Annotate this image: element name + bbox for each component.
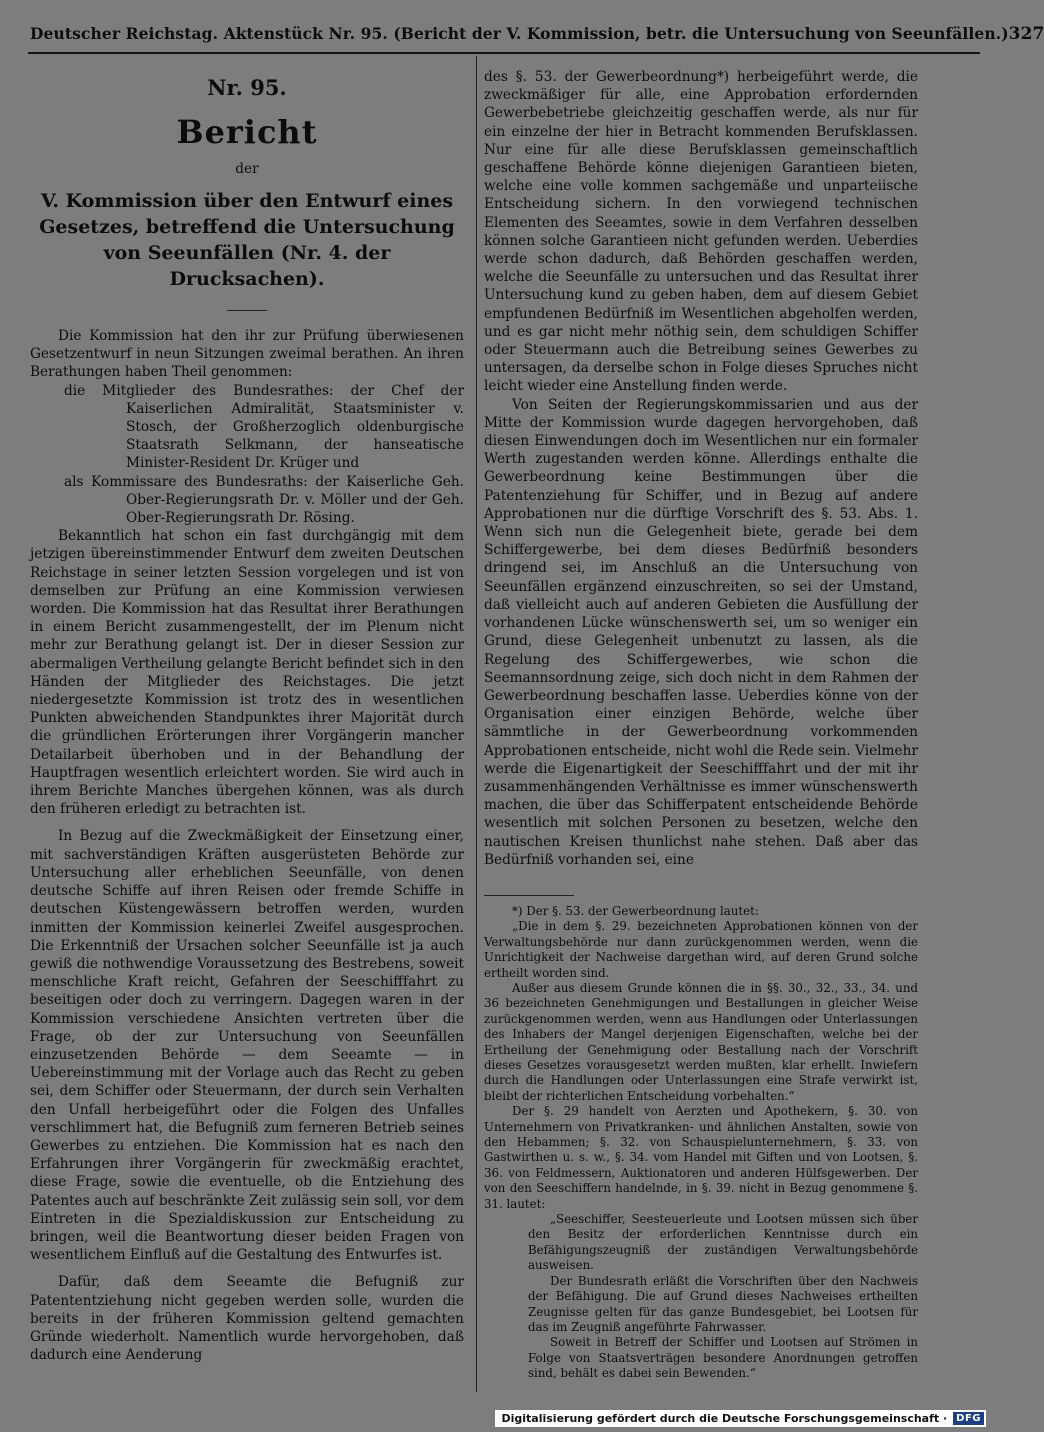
- document-subtitle: V. Kommission über den Entwurf eines Gesetzes, betreffend die Untersuchung von Seeunfällen (Nr. 4. der Drucksachen).: [39, 190, 455, 290]
- title-rule: [227, 310, 267, 311]
- dfg-logo: DFG: [953, 1412, 984, 1425]
- footnote-line: *) Der §. 53. der Gewerbeordnung lautet:: [512, 903, 759, 918]
- paragraph-commissioners: als Kommissare des Bundesraths: der Kaiserliche Geh. Ober-Regierungsrath Dr. v. Möller und der Geh. Ober-Regierungsrath Dr. Rösing.: [64, 473, 464, 527]
- header-rule: [28, 52, 980, 54]
- footnote-line: „Die in dem §. 29. bezeichneten Approbationen können von der Verwaltungsbehörde nur dann zurückgenommen werden, wenn die Unrichtigkeit der Nachweise dargethan wird, auf deren Grund solche ertheilt worden sind.: [484, 919, 918, 980]
- paragraph: Bekanntlich hat schon ein fast durchgängig mit dem jetzigen übereinstimmender Entwurf dem zweiten Deutschen Reichstage in seiner letzten Session vorgelegen und ist von demselben zur Prüfung an eine Kommission verwiesen worden. Die Kommission hat das Resultat ihrer Berathungen in einem Bericht zusammengestellt, der im Plenum nicht mehr zur Berathung gelangt ist. Der in dieser Session zur abermaligen Vertheilung gelangte Bericht befindet sich in den Händen der Mitglieder des Reichstages. Die jetzt niedergesetzte Kommission ist trotz des in wesentlichen Punkten abweichenden Standpunktes ihrer Majorität durch die gründlichen Erörterungen ihrer Vorgängerin mancher Detailarbeit überhoben und in der Behandlung der Hauptfragen wesentlich erleichtert worden. Sie wird auch in ihrem Berichte Manches übergehen können, was als durch den früheren erledigt zu betrachten ist.: [30, 528, 464, 818]
- digitization-credit: [495, 1410, 986, 1427]
- footnote-quote: Soweit in Betreff der Schiffer und Lootsen auf Strömen in Folge von Staatsverträgen besondere Anordnungen getroffen sind, behält es dabei sein Bewenden.“: [528, 1335, 918, 1381]
- document-title: Bericht: [176, 113, 318, 151]
- footnote-rule: [484, 895, 574, 896]
- footnote-quote: Der Bundesrath erläßt die Vorschriften über den Nachweis der Befähigung. Die auf Grund dieses Nachweises ertheilten Zeugnisse gelten für das ganze Bundesgebiet, bei Lootsen für das im Zeugniß angeführte Fahrwasser.: [528, 1273, 918, 1334]
- paragraph: Die Kommission hat den ihr zur Prüfung überwiesenen Gesetzentwurf in neun Sitzungen zweimal berathen. An ihren Berathungen haben Theil genommen:: [30, 328, 464, 381]
- paragraph: Dafür, daß dem Seeamte die Befugniß zur Patententziehung nicht gegeben werden solle, wurden die bereits in der früheren Kommission geltend gemachten Gründe wiederholt. Namentlich wurde hervorgehoben, daß dadurch eine Aenderung: [30, 1274, 464, 1364]
- paragraph: Von Seiten der Regierungskommissarien und aus der Mitte der Kommission wurde dagegen hervorgehoben, daß diesen Einwendungen doch im Wesentlichen nur ein formaler Werth zugestanden werden könne. Allerdings enthalte die Gewerbeordnung keine Bestimmungen über die Patentenziehung für Schiffer, und in Bezug auf andere Approbationen nur die dürftige Vorschrift des §. 53. Abs. 1. Wenn sich nun die Gelegenheit biete, gerade bei dem Schiffergewerbe, bei dem dieses Bedürfniß besonders dringend sei, im Anschluß an die Untersuchung von Seeunfällen ergänzend einzuschreiten, so sei der Umstand, daß vielleicht auch auf anderen Gebieten die Ausfüllung der vorhandenen Lücke wünschenswerth sei, um so weniger ein Grund, diese Gelegenheit unbenutzt zu lassen, als die Regelung des Schiffergewerbes, wie schon die Seemannsordnung zeige, sich doch nicht in dem Rahmen der Gewerbeordnung beschaffen lasse. Ueberdies könne von der Organisation einer einzigen Behörde, welche über sämmtliche in der Gewerbeordnung vorkommenden Approbationen entscheide, nicht wohl die Rede sein. Vielmehr werde die Eigenartigkeit der Seeschifffahrt und der mit ihr zusammenhängenden Verhältnisse es immer wünschenswerth machen, die über das Schifferpatent entscheidende Behörde wesentlich mit solchen Personen zu besetzen, welche den nautischen Kreisen thunlichst nahe stehen. Daß aber das Bedürfniß vorhanden sei, eine: [484, 396, 918, 868]
- left-column: [30, 64, 464, 1364]
- right-column: [484, 68, 918, 1382]
- document-number: Nr. 95.: [207, 75, 287, 100]
- footnote-quote: „Seeschiffer, Seesteuerleute und Lootsen müssen sich über den Besitz der erforderlichen Kenntnisse durch ein Befähigungszeugniß der zuständigen Verwaltungsbehörde ausweisen.: [528, 1212, 918, 1273]
- document-der: der: [235, 161, 259, 177]
- footnote-line: Der §. 29 handelt von Aerzten und Apothekern, §. 30. von Unternehmern von Privatkranken- und ähnlichen Anstalten, sowie von den Hebammen; §. 32. von Schauspielunternehmern, §. 33. von Gastwirthen u. s. w., §. 34. vom Handel mit Giften und von Lootsen, §. 36. von Feldmessern, Auktionatoren und anderen Hülfsgewerben. Der von den Seeschiffern handelnde, in §. 39. nicht in Bezug genommene §. 31. lautet:: [484, 1104, 918, 1211]
- page-number: 327: [1008, 24, 1044, 44]
- running-title: Deutscher Reichstag. Aktenstück Nr. 95. (Bericht der V. Kommission, betr. die Untersuchung von Seeunfällen.): [30, 24, 1009, 43]
- credit-text: Digitalisierung gefördert durch die Deutsche Forschungsgemeinschaft ·: [501, 1412, 948, 1425]
- running-head: [30, 24, 1044, 44]
- footnote: [484, 904, 918, 1382]
- footnote-line: Außer aus diesem Grunde können die in §§. 30., 32., 33., 34. und 36 bezeichneten Genehmigungen und Bestallungen in gleicher Weise zurückgenommen werden, wenn aus Handlungen oder Unterlassungen des Inhabers der Mangel derjenigen Eigenschaften, welche bei der Ertheilung der Genehmigung oder Bestallung nach der Vorschrift dieses Gesetzes vorausgesetzt werden mußten, klar erhellt. Inwiefern durch die Handlungen oder Unterlassungen eine Strafe verwirkt ist, bleibt der richterlichen Entscheidung vorbehalten.“: [484, 980, 918, 1103]
- paragraph-members: die Mitglieder des Bundesrathes: der Chef der Kaiserlichen Admiralität, Staatsminister v. Stosch, der Großherzoglich oldenburgische Staatsrath Selkmann, der hanseatische Minister-Resident Dr. Krüger und: [64, 382, 464, 472]
- column-divider: [476, 56, 477, 1392]
- paragraph: des §. 53. der Gewerbeordnung*) herbeigeführt werde, die zweckmäßiger für alle, eine Approbation erfordernden Gewerbebetriebe gleichzeitig geschaffen werde, als nur für ein einzelne der hier in Betracht kommenden Berufsklassen. Nur eine für alle diese Berufsklassen gemeinschaftlich geschaffene Behörde könne diejenigen Garantieen bieten, welche eine volle kommen sachgemäße und unparteiische Entscheidung sichern. In den vorwiegend technischen Elementen des Seeamtes, sowie in dem Verfahren desselben können solche Garantieen nicht gefunden werden. Ueberdies werde schon dadurch, daß Behörden geschaffen werden, welche die Seeunfälle zu untersuchen und das Resultat ihrer Untersuchung kund zu geben haben, dem auf diesem Gebiet empfundenen Bedürfniß im Wesentlichen abgeholfen werden, und es gar nicht mehr nöthig sein, dem schuldigen Schiffer oder Steuermann auch die Betreibung seines Gewerbes zu untersagen, da derselbe schon in Folge dieses Spruches nicht leicht wieder eine Anstellung finden werde.: [484, 69, 918, 395]
- paragraph: In Bezug auf die Zweckmäßigkeit der Einsetzung einer, mit sachverständigen Kräften ausgerüsteten Behörde zur Untersuchung aller erheblichen Seeunfälle, von denen deutsche Schiffe auf ihren Reisen oder fremde Schiffe in deutschen Küstengewässern betroffen werden, wurden inmitten der Kommission keinerlei Zweifel ausgesprochen. Die Erkenntniß der Ursachen solcher Seeunfälle ist ja auch gewiß die nothwendige Voraussetzung des Bestrebens, soweit menschliche Kraft reicht, Gefahren der Seeschifffahrt zu beseitigen oder doch zu verringern. Dagegen waren in der Kommission verschiedene Ansichten vertreten über die Frage, ob der zur Untersuchung von Seeunfällen einzusetzenden Behörde — dem Seeamte — in Uebereinstimmung mit der Vorlage auch das Recht zu geben sei, dem Schiffer oder Steuermann, der durch sein Verhalten den Unfall herbeigeführt oder die Folgen des Unfalles verschlimmert hat, die Befugniß zum ferneren Betrieb seines Gewerbes zu entziehen. Die Kommission hat es nach den Erfahrungen ihrer Vorgängerin für zweckmäßig erachtet, diese Frage, sowie die eventuelle, ob die Entziehung des Patentes auch auf beschränkte Zeit zulässig sein soll, vor dem Eintreten in die Spezialdiskussion zur Entscheidung zu bringen, weil die Beantwortung dieser beiden Fragen von wesentlichem Einfluß auf die Gestaltung des Entwurfes ist.: [30, 828, 464, 1264]
